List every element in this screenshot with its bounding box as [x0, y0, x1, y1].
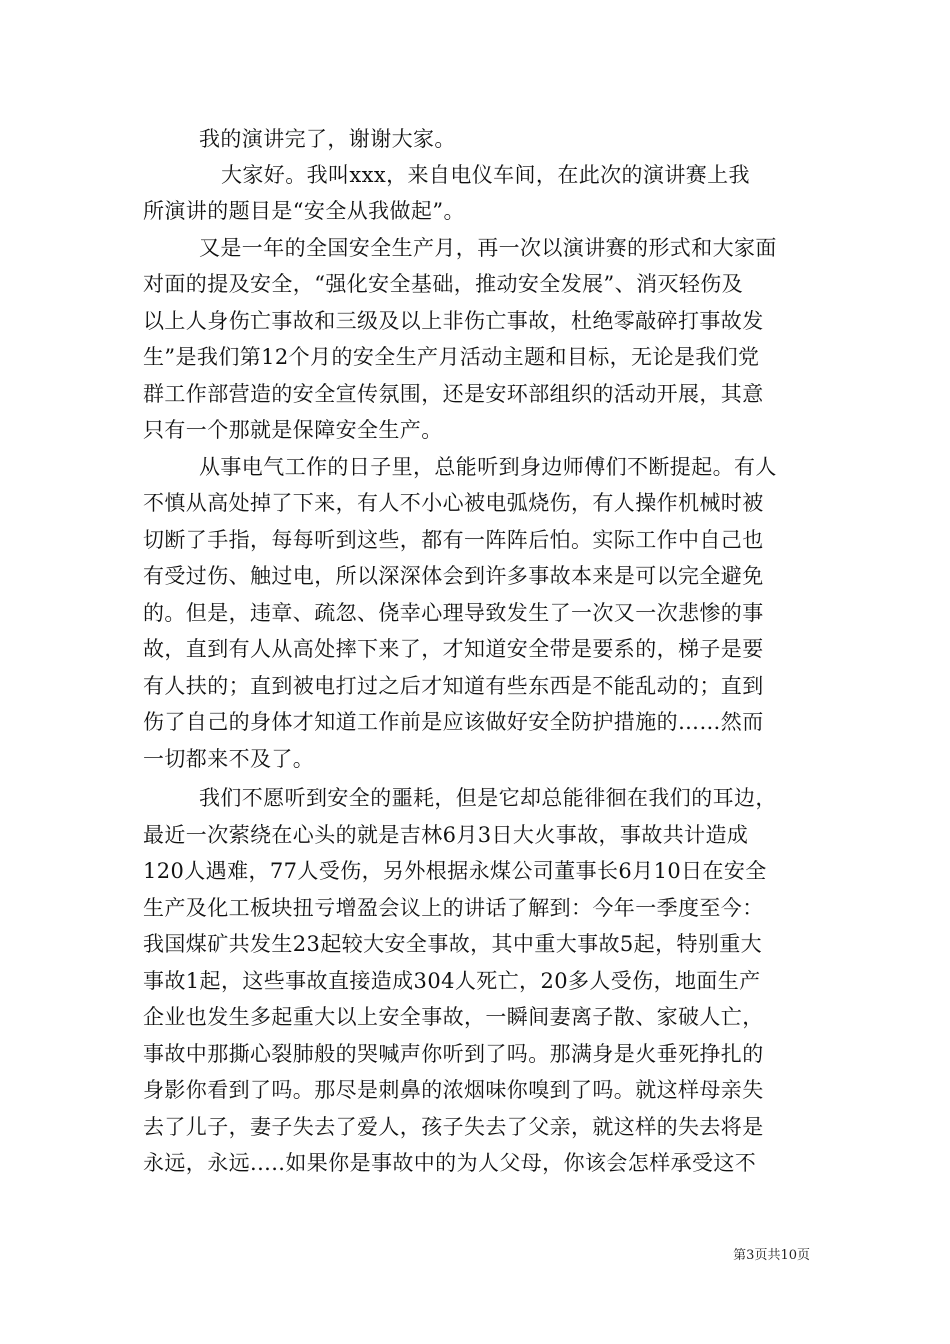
- text-line: 所演讲的题目是“安全从我做起”。: [143, 199, 465, 223]
- text-line: 最近一次萦绕在心头的就是吉林6月3日大火事故，事故共计造成: [143, 823, 749, 847]
- text-line: 我们不愿听到安全的噩耗，但是它却总能徘徊在我们的耳边，: [199, 786, 777, 810]
- text-line: 事故1起，这些事故直接造成304人死亡，20多人受伤，地面生产: [143, 969, 761, 993]
- text-line: 120人遇难，77人受伤，另外根据永煤公司董事长6月10日在安全: [143, 859, 767, 883]
- text-line: 从事电气工作的日子里，总能听到身边师傅们不断提起。有人: [199, 455, 777, 479]
- text-line: 切断了手指，每每听到这些，都有一阵阵后怕。实际工作中自己也: [143, 528, 764, 552]
- text-line: 生”是我们第12个月的安全生产月活动主题和目标，无论是我们党: [143, 345, 760, 369]
- text-line: 不慎从高处掉了下来，有人不小心被电弧烧伤，有人操作机械时被: [143, 491, 764, 515]
- text-line: 身影你看到了吗。那尽是刺鼻的浓烟味你嗅到了吗。就这样母亲失: [143, 1078, 764, 1102]
- text-line: 群工作部营造的安全宣传氛围，还是安环部组织的活动开展，其意: [143, 382, 764, 406]
- text-line: 我的演讲完了，谢谢大家。: [199, 127, 456, 151]
- text-line: 企业也发生多起重大以上安全事故，一瞬间妻离子散、家破人亡，: [143, 1005, 764, 1029]
- text-line: 伤了自己的身体才知道工作前是应该做好安全防护措施的……然而: [143, 710, 764, 734]
- text-line: 生产及化工板块扭亏增盈会议上的讲话了解到：今年一季度至今：: [143, 896, 764, 920]
- text-line: 又是一年的全国安全生产月，再一次以演讲赛的形式和大家面: [199, 236, 777, 260]
- text-line: 有受过伤、触过电，所以深深体会到许多事故本来是可以完全避免: [143, 564, 764, 588]
- text-line: 大家好。我叫xxx，来自电仪车间，在此次的演讲赛上我: [221, 163, 750, 187]
- text-line: 的。但是，违章、疏忽、侥幸心理导致发生了一次又一次悲惨的事: [143, 601, 764, 625]
- text-line: 对面的提及安全，“强化安全基础，推动安全发展”、消灭轻伤及: [143, 272, 744, 296]
- page-number: 第3页共10页: [733, 1248, 810, 1263]
- text-line: 只有一个那就是保障安全生产。: [143, 418, 443, 442]
- text-line: 有人扶的；直到被电打过之后才知道有些东西是不能乱动的；直到: [143, 674, 764, 698]
- text-line: 去了儿子，妻子失去了爱人，孩子失去了父亲，就这样的失去将是: [143, 1115, 764, 1139]
- text-line: 一切都来不及了。: [143, 747, 315, 771]
- text-line: 以上人身伤亡事故和三级及以上非伤亡事故，杜绝零敲碎打事故发: [143, 309, 764, 333]
- text-line: 事故中那撕心裂肺般的哭喊声你听到了吗。那满身是火垂死挣扎的: [143, 1042, 764, 1066]
- text-line: 故，直到有人从高处摔下来了，才知道安全带是要系的，梯子是要: [143, 637, 764, 661]
- text-line: 我国煤矿共发生23起较大安全事故，其中重大事故5起，特别重大: [143, 932, 763, 956]
- text-line: 永远，永远.....如果你是事故中的为人父母，你该会怎样承受这不: [143, 1151, 757, 1175]
